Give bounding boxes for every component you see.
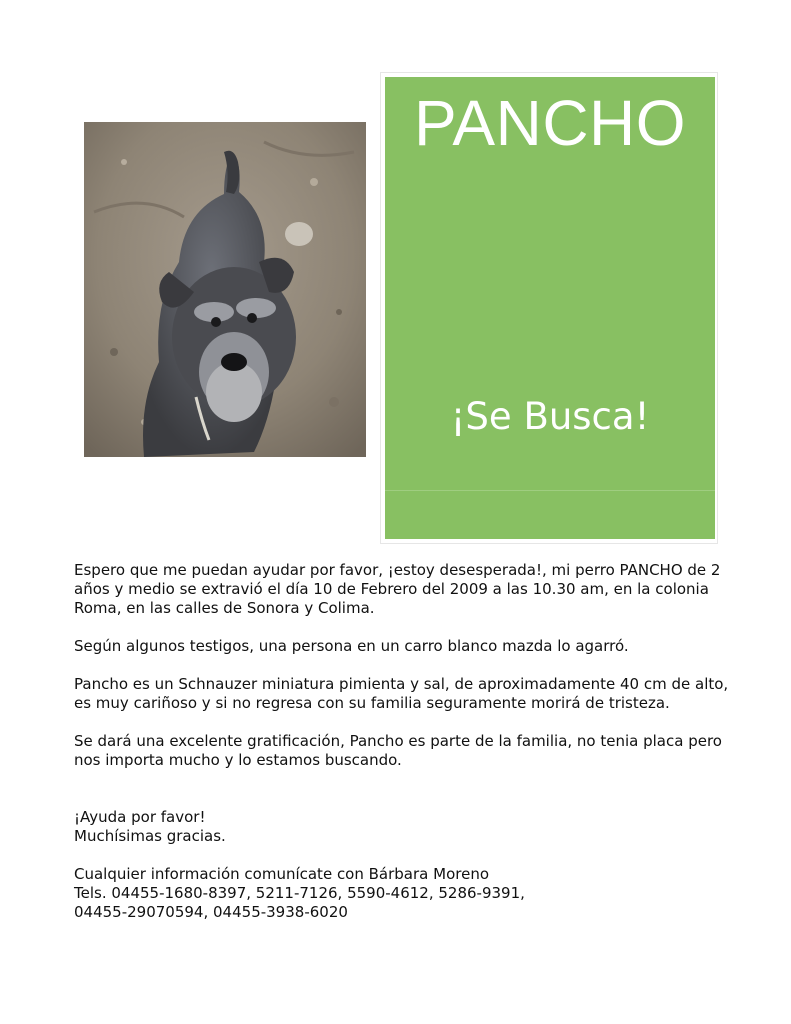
dog-photo [84, 122, 366, 457]
panel-divider [385, 490, 715, 491]
paragraph-description: Pancho es un Schnauzer miniatura pimienta y sal, de aproximadamente 40 cm de alto, es muy cariñoso y si no regresa con su familia seguramente morirá de tristeza. [74, 675, 729, 712]
flyer-subtitle: ¡Se Busca! [450, 395, 650, 438]
contact-phones-1: Tels. 04455-1680-8397, 5211-7126, 5590-4612, 5286-9391, [74, 884, 525, 902]
flyer-title: PANCHO [413, 87, 687, 159]
paragraph-reward: Se dará una excelente gratificación, Pancho es parte de la familia, no tenia placa pero nos importa mucho y lo estamos buscando. [74, 732, 722, 769]
contact-phones-2: 04455-29070594, 04455-3938-6020 [74, 903, 348, 921]
closing-thanks: Muchísimas gracias. [74, 827, 226, 845]
schnauzer-dog-photo-image [84, 122, 366, 457]
title-panel [385, 77, 715, 539]
flyer-body [74, 561, 734, 922]
closing-help: ¡Ayuda por favor! [74, 808, 206, 826]
paragraph-lost-report: Espero que me puedan ayudar por favor, ¡estoy desesperada!, mi perro PANCHO de 2 años y medio se extravió el día 10 de Febrero del 2009 a las 10.30 am, en la colonia Roma, en las calles de Sonora y Colima. [74, 561, 721, 617]
paragraph-witnesses: Según algunos testigos, una persona en un carro blanco mazda lo agarró. [74, 637, 629, 655]
contact-name: Cualquier información comunícate con Bárbara Moreno [74, 865, 489, 883]
